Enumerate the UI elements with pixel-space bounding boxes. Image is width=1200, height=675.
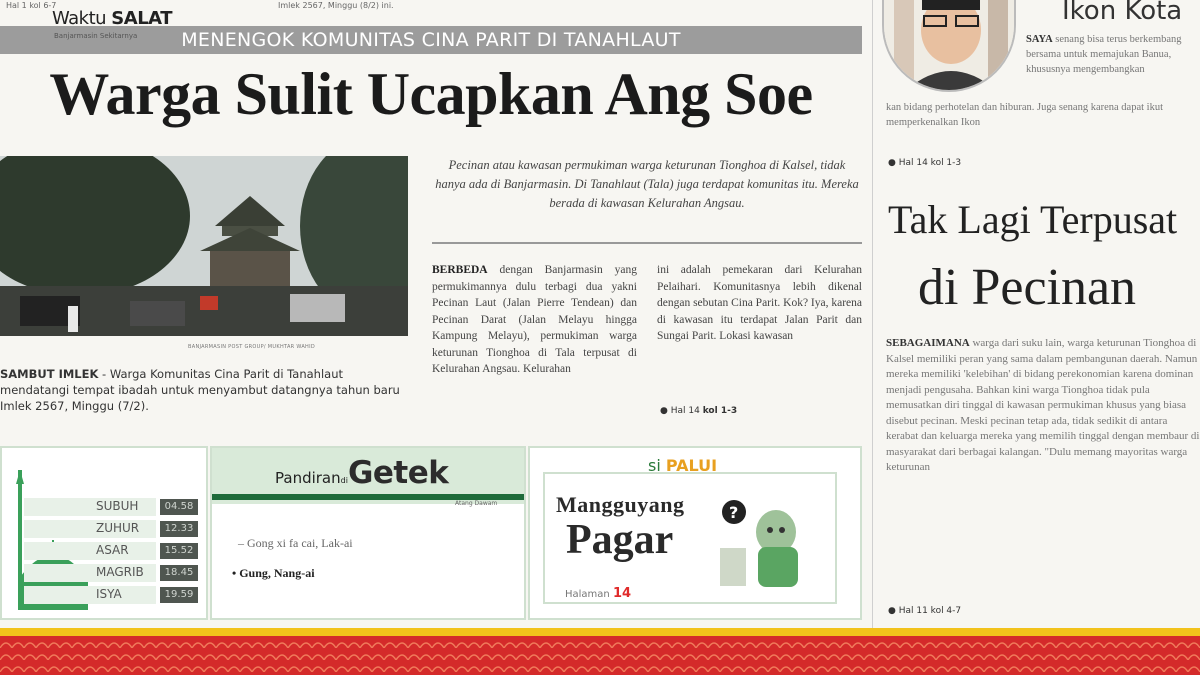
- prayer-row: [24, 542, 198, 560]
- right-article-jump[interactable]: ● Hal 11 kol 4-7: [888, 606, 962, 616]
- article-dropword: BERBEDA: [432, 264, 488, 276]
- prayer-times-title: [52, 8, 172, 29]
- prayer-time: 15.52: [160, 543, 198, 559]
- caption-lead: SAMBUT IMLEK: [0, 367, 99, 381]
- ikon-kota-body-2: kan bidang perhotelan dan hiburan. Juga senang karena dapat ikut memperkenalkan Ikon: [886, 102, 1163, 128]
- lead-divider: [432, 242, 862, 244]
- article-column-1: [432, 262, 637, 378]
- right-jump-text: Hal 11 kol 4-7: [898, 606, 962, 616]
- lead-paragraph: Pecinan atau kawasan permukiman warga keturunan Tionghoa di Kalsel, tidak hanya ada di Banjarmasin. Di Tanahlaut (Tala) juga terdapat komunitas itu. Mereka berada di kawasan Kelurahan Angsau.: [435, 158, 859, 210]
- prayer-name: ZUHUR: [96, 521, 140, 535]
- kicker-bar: MENENGOK KOMUNITAS CINA PARIT DI TANAHLAUT: [0, 26, 862, 54]
- prayer-times-subtitle: Banjarmasin Sekitarnya: [54, 32, 138, 40]
- main-headline: Warga Sulit Ucapkan Ang Soe: [49, 61, 813, 127]
- festive-yellow-band: [0, 628, 1200, 636]
- getek-dialog-1: – Gong xi fa cai, Lak-ai: [238, 536, 353, 550]
- palui-title-2: Pagar: [566, 517, 674, 563]
- prayer-row: [24, 564, 198, 582]
- getek-line1-text: Gong xi fa cai, Lak-ai: [247, 536, 353, 550]
- getek-prefix: Pandiran: [275, 469, 341, 487]
- photo-caption: [0, 366, 410, 414]
- palui-tag-bold: PALUI: [665, 456, 718, 475]
- ikon-kota-jump-text: Hal 14 kol 1-3: [898, 158, 962, 168]
- palui-page-num: 14: [612, 586, 632, 601]
- right-article-body: [886, 336, 1200, 476]
- palui-tag: [648, 456, 717, 475]
- getek-small: di: [340, 476, 348, 485]
- ikon-kota-jump[interactable]: ● Hal 14 kol 1-3: [888, 158, 962, 168]
- right-headline-1: Tak Lagi Terpusat: [888, 197, 1178, 242]
- palui-title-1: Mangguyang: [556, 492, 685, 517]
- palui-cartoon-icon: [716, 492, 816, 592]
- article-column-2: ini adalah pemekaran dari Kelurahan Pelaihari. Komunitasnya lebih dikenal dengan sebutan Cina Parit. Kok? Iya, karena di kawasan itu terdapat Jalan Parit dan Sungai Parit. Lokasi kawasan: [657, 264, 863, 342]
- prayer-name: ISYA: [96, 587, 122, 601]
- article-jump-link[interactable]: ● Hal 14 kol 1-3: [660, 406, 738, 416]
- right-headline-2: di Pecinan: [918, 259, 1137, 316]
- prayer-time: 04.58: [160, 499, 198, 515]
- article-col1-text: dengan Banjarmasin yang permukimannya dulu terbagi dua yakni Pecinan Laut (Jalan Pierre Tendean) dan Pecinan Darat (Jalan Melayu hingga Kampung Melayu), permukiman warga keturunan Tionghoa di Tala terpusat di Kelurahan Angsau. Kelurahan: [432, 264, 637, 375]
- prayer-row: [24, 498, 198, 516]
- prayer-time: 19.59: [160, 587, 198, 603]
- caption-text: - Warga Komunitas Cina Parit di Tanahlaut mendatangi tempat ibadah untuk menyambut datangnya tahun baru Imlek 2567, Minggu (7/2).: [0, 367, 400, 413]
- getek-line2-text: Gung, Nang-ai: [239, 566, 315, 580]
- palui-tag-plain: si: [648, 456, 666, 475]
- ikon-kota-lead: SAYA: [1026, 34, 1053, 45]
- wave-pattern-icon: [0, 636, 1200, 675]
- getek-title-word: Getek: [347, 455, 449, 491]
- ikon-kota-title: Ikon Kota: [1062, 0, 1183, 26]
- right-article-lead: SEBAGAIMANA: [886, 337, 970, 349]
- prayer-row: [24, 586, 198, 604]
- news-photo: [0, 156, 408, 336]
- svg-text:?: ?: [729, 503, 739, 522]
- prayer-name: SUBUH: [96, 499, 139, 513]
- getek-dialog-2: • Gung, Nang-ai: [232, 566, 315, 580]
- getek-title: [275, 455, 448, 491]
- columnist-avatar: [882, 0, 1016, 92]
- jump-bold: kol 1-3: [702, 406, 738, 416]
- prayer-time: 12.33: [160, 521, 198, 537]
- prayer-time: 18.45: [160, 565, 198, 581]
- prayer-title-plain: Waktu: [52, 8, 112, 29]
- palui-page-ref[interactable]: [565, 586, 631, 601]
- prayer-name: ASAR: [96, 543, 129, 557]
- ikon-kota-body1: senang bisa terus berkembang bersama untuk memajukan Banua, khususnya mengembangkan: [1026, 34, 1182, 75]
- photo-credit: BANJARMASIN POST GROUP/ MUKHTAR WAHID: [188, 344, 316, 350]
- getek-author: Atang Dawam: [455, 500, 498, 507]
- column-divider: [872, 0, 873, 630]
- festive-red-band: [0, 636, 1200, 675]
- ikon-kota-body: [1026, 32, 1200, 77]
- top-strip-right: Imlek 2567, Minggu (8/2) ini.: [278, 1, 394, 10]
- prayer-name: MAGRIB: [96, 565, 144, 579]
- prayer-title-bold: SALAT: [111, 8, 172, 29]
- jump-prefix: Hal 14: [670, 406, 703, 416]
- right-article-text: warga dari suku lain, warga keturunan Tionghoa di Kalsel memiliki peran yang sama dalam pembangunan daerah. Namun mereka memiliki 'kelebihan' di bidang perekonomian karena dominan menjadi pengusaha. Bahkan kini warga Tionghoa tidak pula memusatkan diri tinggal di kawasan permukiman khusus yang biasa disebut pecinan. Meski pecinan tetap ada, tidak sedikit di antara kerabat dan keluarga mereka yang memilih tinggal dengan membaur di masyarakat dari berbagai kalangan. "Dulu memang mayoritas warga keturunan: [886, 337, 1200, 473]
- prayer-row: [24, 520, 198, 538]
- palui-page-label: Halaman: [565, 589, 613, 600]
- top-strip-left: Hal 1 kol 6-7: [6, 1, 57, 10]
